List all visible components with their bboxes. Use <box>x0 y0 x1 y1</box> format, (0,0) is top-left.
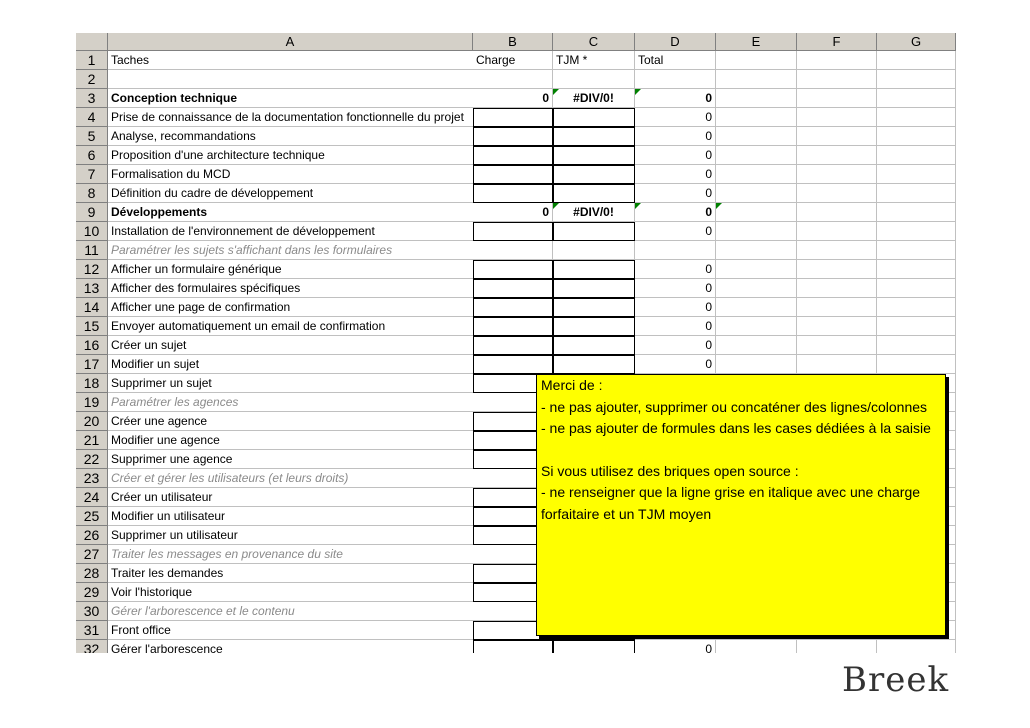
cell-f[interactable] <box>797 355 877 374</box>
cell-f[interactable] <box>797 127 877 146</box>
row-header[interactable]: 25 <box>76 507 108 526</box>
cell-e[interactable] <box>716 70 797 89</box>
cell-d[interactable]: 0 <box>635 355 716 374</box>
row-header[interactable]: 4 <box>76 108 108 127</box>
cell-b[interactable] <box>473 260 553 279</box>
table-row <box>76 336 956 355</box>
row-header[interactable]: 26 <box>76 526 108 545</box>
cell-f[interactable] <box>797 146 877 165</box>
row-header[interactable]: 21 <box>76 431 108 450</box>
cell-g[interactable] <box>877 640 956 653</box>
table-row <box>76 108 956 127</box>
column-header-d[interactable]: D <box>635 33 716 51</box>
cell-c[interactable] <box>553 127 635 146</box>
cell-b[interactable] <box>473 127 553 146</box>
table-row <box>76 260 956 279</box>
row-header[interactable]: 5 <box>76 127 108 146</box>
select-all-corner[interactable] <box>76 33 108 51</box>
cell-d[interactable]: 0 <box>635 222 716 241</box>
cell-a[interactable]: Formalisation du MCD <box>108 165 473 184</box>
row-header[interactable]: 30 <box>76 602 108 621</box>
row-header[interactable]: 27 <box>76 545 108 564</box>
table-row <box>76 127 956 146</box>
table-row <box>76 317 956 336</box>
cell-e[interactable] <box>716 89 797 108</box>
comment-line <box>541 440 941 461</box>
cell-a[interactable]: Voir l'historique <box>108 583 473 602</box>
row-header[interactable]: 32 <box>76 640 108 653</box>
cell-g[interactable] <box>877 241 956 260</box>
cell-c[interactable] <box>553 260 635 279</box>
table-row <box>76 222 956 241</box>
table-row <box>76 89 956 108</box>
cell-d[interactable]: 0 <box>635 203 716 222</box>
row-header[interactable]: 22 <box>76 450 108 469</box>
row-header[interactable]: 19 <box>76 393 108 412</box>
cell-f[interactable] <box>797 279 877 298</box>
cell-f[interactable] <box>797 89 877 108</box>
cell-e[interactable] <box>716 108 797 127</box>
table-row <box>76 355 956 374</box>
table-row <box>76 279 956 298</box>
cell-f[interactable] <box>797 108 877 127</box>
row-header[interactable]: 2 <box>76 70 108 89</box>
cell-d[interactable] <box>635 70 716 89</box>
cell-a[interactable]: Afficher une page de confirmation <box>108 298 473 317</box>
cell-a[interactable]: Installation de l'environnement de développement <box>108 222 473 241</box>
cell-e[interactable] <box>716 279 797 298</box>
table-row <box>76 70 956 89</box>
comment-line: - ne renseigner que la ligne grise en italique avec une charge forfaitaire et un TJM moyen <box>541 484 921 522</box>
row-header[interactable]: 15 <box>76 317 108 336</box>
row-header[interactable]: 6 <box>76 146 108 165</box>
cell-c[interactable]: TJM * <box>553 51 635 70</box>
table-row <box>76 184 956 203</box>
cell-c[interactable] <box>553 279 635 298</box>
cell-d[interactable] <box>635 241 716 260</box>
cell-a[interactable]: Gérer l'arborescence <box>108 640 473 653</box>
table-row <box>76 165 956 184</box>
cell-c[interactable]: #DIV/0! <box>553 89 635 108</box>
row-header[interactable]: 17 <box>76 355 108 374</box>
cell-e[interactable] <box>716 317 797 336</box>
cell-b[interactable]: 0 <box>473 203 553 222</box>
cell-g[interactable] <box>877 222 956 241</box>
cell-e[interactable] <box>716 51 797 70</box>
cell-a[interactable]: Traiter les messages en provenance du site <box>108 545 473 564</box>
cell-a[interactable]: Analyse, recommandations <box>108 127 473 146</box>
cell-d[interactable]: 0 <box>635 146 716 165</box>
cell-f[interactable] <box>797 336 877 355</box>
cell-b[interactable] <box>473 184 553 203</box>
comment-line: Si vous utilisez des briques open source : <box>541 462 799 479</box>
cell-e[interactable] <box>716 640 797 653</box>
column-header-g[interactable]: G <box>877 33 956 51</box>
cell-g[interactable] <box>877 203 956 222</box>
cell-e[interactable] <box>716 146 797 165</box>
cell-f[interactable] <box>797 317 877 336</box>
row-header[interactable]: 7 <box>76 165 108 184</box>
cell-e[interactable] <box>716 203 797 222</box>
cell-g[interactable] <box>877 51 956 70</box>
row-header[interactable]: 24 <box>76 488 108 507</box>
cell-e[interactable] <box>716 184 797 203</box>
cell-c[interactable] <box>553 298 635 317</box>
cell-d[interactable]: 0 <box>635 127 716 146</box>
cell-g[interactable] <box>877 298 956 317</box>
row-header[interactable]: 23 <box>76 469 108 488</box>
cell-g[interactable] <box>877 165 956 184</box>
cell-a[interactable]: Modifier une agence <box>108 431 473 450</box>
cell-f[interactable] <box>797 70 877 89</box>
cell-f[interactable] <box>797 298 877 317</box>
row-header[interactable]: 13 <box>76 279 108 298</box>
row-header[interactable]: 20 <box>76 412 108 431</box>
column-header-f[interactable]: F <box>797 33 877 51</box>
cell-e[interactable] <box>716 336 797 355</box>
cell-f[interactable] <box>797 165 877 184</box>
formula-marker-icon <box>553 89 559 95</box>
cell-e[interactable] <box>716 260 797 279</box>
cell-d[interactable]: 0 <box>635 108 716 127</box>
cell-c[interactable]: #DIV/0! <box>553 203 635 222</box>
cell-a[interactable]: Paramétrer les agences <box>108 393 473 412</box>
cell-b[interactable]: Charge <box>473 51 553 70</box>
cell-c[interactable] <box>553 355 635 374</box>
cell-a[interactable]: Afficher des formulaires spécifiques <box>108 279 473 298</box>
row-header[interactable]: 9 <box>76 203 108 222</box>
row-header[interactable]: 1 <box>76 51 108 70</box>
cell-a[interactable]: Proposition d'une architecture technique <box>108 146 473 165</box>
cell-b[interactable] <box>473 298 553 317</box>
column-header-c[interactable]: C <box>553 33 635 51</box>
cell-b[interactable] <box>473 279 553 298</box>
cell-g[interactable] <box>877 260 956 279</box>
cell-a[interactable]: Traiter les demandes <box>108 564 473 583</box>
cell-c[interactable] <box>553 165 635 184</box>
cell-f[interactable] <box>797 203 877 222</box>
cell-d[interactable]: 0 <box>635 260 716 279</box>
row-header[interactable]: 14 <box>76 298 108 317</box>
cell-a[interactable]: Créer une agence <box>108 412 473 431</box>
cell-a[interactable]: Modifier un utilisateur <box>108 507 473 526</box>
cell-b[interactable] <box>473 640 553 653</box>
cell-e[interactable] <box>716 127 797 146</box>
cell-b[interactable] <box>473 336 553 355</box>
cell-a[interactable]: Afficher un formulaire générique <box>108 260 473 279</box>
cell-d[interactable]: 0 <box>635 336 716 355</box>
column-header-a[interactable]: A <box>108 33 473 51</box>
row-header[interactable]: 16 <box>76 336 108 355</box>
cell-d[interactable]: 0 <box>635 89 716 108</box>
table-row <box>76 241 956 260</box>
row-header[interactable]: 8 <box>76 184 108 203</box>
row-header[interactable]: 3 <box>76 89 108 108</box>
cell-c[interactable] <box>553 108 635 127</box>
cell-d[interactable]: 0 <box>635 279 716 298</box>
cell-d[interactable]: 0 <box>635 640 716 653</box>
table-row <box>76 298 956 317</box>
cell-c[interactable] <box>553 146 635 165</box>
cell-a[interactable]: Supprimer une agence <box>108 450 473 469</box>
cell-b[interactable]: 0 <box>473 89 553 108</box>
cell-c[interactable] <box>553 184 635 203</box>
cell-a[interactable]: Taches <box>108 51 473 70</box>
comment-line: - ne pas ajouter de formules dans les cases dédiées à la saisie <box>541 420 931 436</box>
cell-c[interactable] <box>553 222 635 241</box>
cell-a[interactable]: Paramétrer les sujets s'affichant dans les formulaires <box>108 241 473 260</box>
cell-b[interactable] <box>473 241 553 260</box>
cell-g[interactable] <box>877 184 956 203</box>
row-header[interactable]: 11 <box>76 241 108 260</box>
table-row <box>76 203 956 222</box>
cell-a[interactable]: Prise de connaissance de la documentation fonctionnelle du projet <box>108 108 473 127</box>
formula-marker-icon <box>635 89 641 95</box>
cell-d[interactable]: 0 <box>635 184 716 203</box>
cell-a[interactable]: Créer et gérer les utilisateurs (et leurs droits) <box>108 469 473 488</box>
cell-f[interactable] <box>797 640 877 653</box>
cell-a[interactable]: Créer un utilisateur <box>108 488 473 507</box>
cell-a[interactable]: Supprimer un utilisateur <box>108 526 473 545</box>
cell-f[interactable] <box>797 222 877 241</box>
cell-c[interactable] <box>553 336 635 355</box>
cell-c[interactable] <box>553 640 635 653</box>
cell-a[interactable]: Gérer l'arborescence et le contenu <box>108 602 473 621</box>
cell-e[interactable] <box>716 165 797 184</box>
cell-g[interactable] <box>877 317 956 336</box>
cell-e[interactable] <box>716 298 797 317</box>
cell-a[interactable] <box>108 70 473 89</box>
cell-g[interactable] <box>877 70 956 89</box>
cell-a[interactable]: Supprimer un sujet <box>108 374 473 393</box>
cell-f[interactable] <box>797 241 877 260</box>
row-header[interactable]: 12 <box>76 260 108 279</box>
formula-marker-icon <box>635 203 641 209</box>
formula-marker-icon <box>716 203 722 209</box>
cell-e[interactable] <box>716 222 797 241</box>
cell-a[interactable]: Créer un sujet <box>108 336 473 355</box>
cell-a[interactable]: Conception technique <box>108 89 473 108</box>
row-header[interactable]: 10 <box>76 222 108 241</box>
cell-a[interactable]: Développements <box>108 203 473 222</box>
cell-e[interactable] <box>716 241 797 260</box>
row-header[interactable]: 18 <box>76 374 108 393</box>
cell-b[interactable] <box>473 146 553 165</box>
cell-d[interactable]: Total <box>635 51 716 70</box>
cell-c[interactable] <box>553 70 635 89</box>
row-header[interactable]: 29 <box>76 583 108 602</box>
cell-b[interactable] <box>473 317 553 336</box>
cell-g[interactable] <box>877 89 956 108</box>
cell-b[interactable] <box>473 70 553 89</box>
formula-marker-icon <box>553 203 559 209</box>
cell-a[interactable]: Front office <box>108 621 473 640</box>
cell-a[interactable]: Envoyer automatiquement un email de confirmation <box>108 317 473 336</box>
breek-logo: Breek <box>842 660 950 700</box>
cell-b[interactable] <box>473 222 553 241</box>
comment-line: - ne pas ajouter, supprimer ou concaténer des lignes/colonnes <box>541 398 928 415</box>
cell-g[interactable] <box>877 108 956 127</box>
table-row <box>76 640 956 653</box>
column-header-e[interactable]: E <box>716 33 797 51</box>
comment-note <box>536 374 946 636</box>
cell-b[interactable] <box>473 355 553 374</box>
cell-g[interactable] <box>877 279 956 298</box>
cell-d[interactable]: 0 <box>635 165 716 184</box>
cell-g[interactable] <box>877 336 956 355</box>
cell-g[interactable] <box>877 355 956 374</box>
cell-e[interactable] <box>716 355 797 374</box>
table-row <box>76 146 956 165</box>
cell-d[interactable]: 0 <box>635 298 716 317</box>
cell-f[interactable] <box>797 51 877 70</box>
cell-g[interactable] <box>877 146 956 165</box>
column-header-b[interactable]: B <box>473 33 553 51</box>
cell-b[interactable] <box>473 165 553 184</box>
cell-f[interactable] <box>797 184 877 203</box>
cell-c[interactable] <box>553 317 635 336</box>
row-header[interactable]: 28 <box>76 564 108 583</box>
comment-line: Merci de : <box>541 377 603 393</box>
cell-f[interactable] <box>797 260 877 279</box>
cell-d[interactable]: 0 <box>635 317 716 336</box>
cell-c[interactable] <box>553 241 635 260</box>
table-row <box>76 51 956 70</box>
cell-g[interactable] <box>877 127 956 146</box>
row-header[interactable]: 31 <box>76 621 108 640</box>
cell-a[interactable]: Modifier un sujet <box>108 355 473 374</box>
cell-a[interactable]: Définition du cadre de développement <box>108 184 473 203</box>
cell-b[interactable] <box>473 108 553 127</box>
